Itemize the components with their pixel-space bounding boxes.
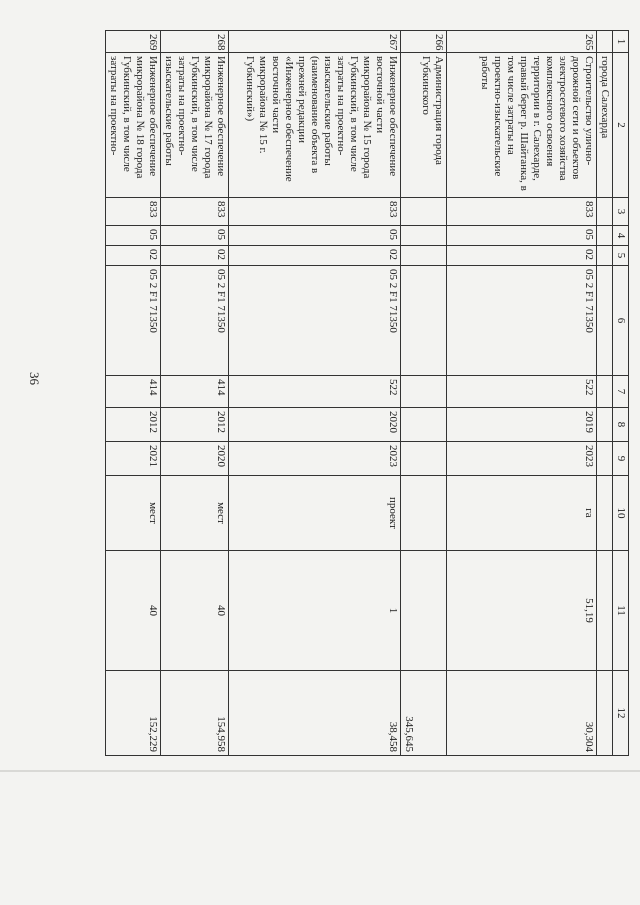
code-target-article: 05 2 F1 71350	[106, 266, 161, 376]
header-cell: 3	[613, 198, 629, 226]
header-cell: 5	[613, 246, 629, 266]
unit: га	[447, 476, 597, 551]
start-year: 2012	[106, 408, 161, 442]
amount: 152,229	[106, 671, 161, 756]
header-row	[613, 31, 629, 756]
code-target-article: 05 2 F1 71350	[229, 266, 401, 376]
row-number: 266	[401, 31, 447, 53]
start-year: 2012	[161, 408, 229, 442]
code-subsection: 02	[229, 246, 401, 266]
code-subsection: 02	[447, 246, 597, 266]
code-ministry: 833	[229, 198, 401, 226]
table-row	[401, 31, 447, 756]
object-name: города Салехарда	[597, 53, 613, 198]
header-cell: 12	[613, 671, 629, 756]
code-ministry: 833	[106, 198, 161, 226]
code-expense-type: 522	[447, 376, 597, 408]
code-section: 05	[447, 226, 597, 246]
amount: 345,645	[401, 671, 447, 756]
row-number: 268	[161, 31, 229, 53]
table-row	[161, 31, 229, 756]
object-name: Инженерное обеспечение восточной части микрорайона № 15 города Губкинский, в том числе затраты на проектно-изыскательские работы (наименование объекта в прежней редакции «Инженерное обеспечение восточной части микрорайона № 15 г. Губкинский»)	[229, 53, 401, 198]
code-subsection: 02	[106, 246, 161, 266]
code-section: 05	[106, 226, 161, 246]
object-name: Инженерное обеспечение микрорайона № 17 города Губкинский, в том числе затраты на проектно-изыскательские работы	[161, 53, 229, 198]
amount: 38,458	[229, 671, 401, 756]
header-cell: 4	[613, 226, 629, 246]
end-year: 2020	[161, 442, 229, 476]
header-cell: 2	[613, 53, 629, 198]
amount: 154,958	[161, 671, 229, 756]
table-row	[229, 31, 401, 756]
code-target-article: 05 2 F1 71350	[161, 266, 229, 376]
header-cell: 8	[613, 408, 629, 442]
capacity: 40	[106, 551, 161, 671]
header-cell: 10	[613, 476, 629, 551]
start-year: 2020	[229, 408, 401, 442]
code-section: 05	[161, 226, 229, 246]
table-row	[597, 31, 613, 756]
row-number: 265	[447, 31, 597, 53]
rotated-table-container	[84, 30, 629, 755]
code-expense-type: 522	[229, 376, 401, 408]
header-cell: 9	[613, 442, 629, 476]
table-row	[106, 31, 161, 756]
budget-table	[105, 30, 629, 756]
unit: мест	[106, 476, 161, 551]
header-cell: 7	[613, 376, 629, 408]
page-number: 36	[27, 372, 42, 385]
end-year: 2023	[229, 442, 401, 476]
object-name: Строительство улично-дорожной сети и объектов электросетевого хозяйства комплексного освоения территории в г. Салехарде, правый берег р. Шайтанка, в том числе затраты на проектно-изыскательские работы	[447, 53, 597, 198]
start-year: 2019	[447, 408, 597, 442]
row-number: 269	[106, 31, 161, 53]
capacity: 51,19	[447, 551, 597, 671]
code-subsection: 02	[161, 246, 229, 266]
object-name: Администрация города Губкинского	[401, 53, 447, 198]
code-ministry: 833	[447, 198, 597, 226]
code-expense-type: 414	[106, 376, 161, 408]
scan-edge-line	[0, 770, 640, 772]
code-target-article: 05 2 F1 71350	[447, 266, 597, 376]
amount: 30,304	[447, 671, 597, 756]
end-year: 2021	[106, 442, 161, 476]
code-section: 05	[229, 226, 401, 246]
capacity: 40	[161, 551, 229, 671]
row-number	[597, 31, 613, 53]
table-row	[447, 31, 597, 756]
unit: проект	[229, 476, 401, 551]
code-ministry: 833	[161, 198, 229, 226]
unit: мест	[161, 476, 229, 551]
code-expense-type: 414	[161, 376, 229, 408]
header-cell: 6	[613, 266, 629, 376]
end-year: 2023	[447, 442, 597, 476]
row-number: 267	[229, 31, 401, 53]
header-cell: 1	[613, 31, 629, 53]
header-cell: 11	[613, 551, 629, 671]
capacity: 1	[229, 551, 401, 671]
object-name: Инженерное обеспечение микрорайона № 18 города Губкинский, в том числе затраты на проектно-	[106, 53, 161, 198]
